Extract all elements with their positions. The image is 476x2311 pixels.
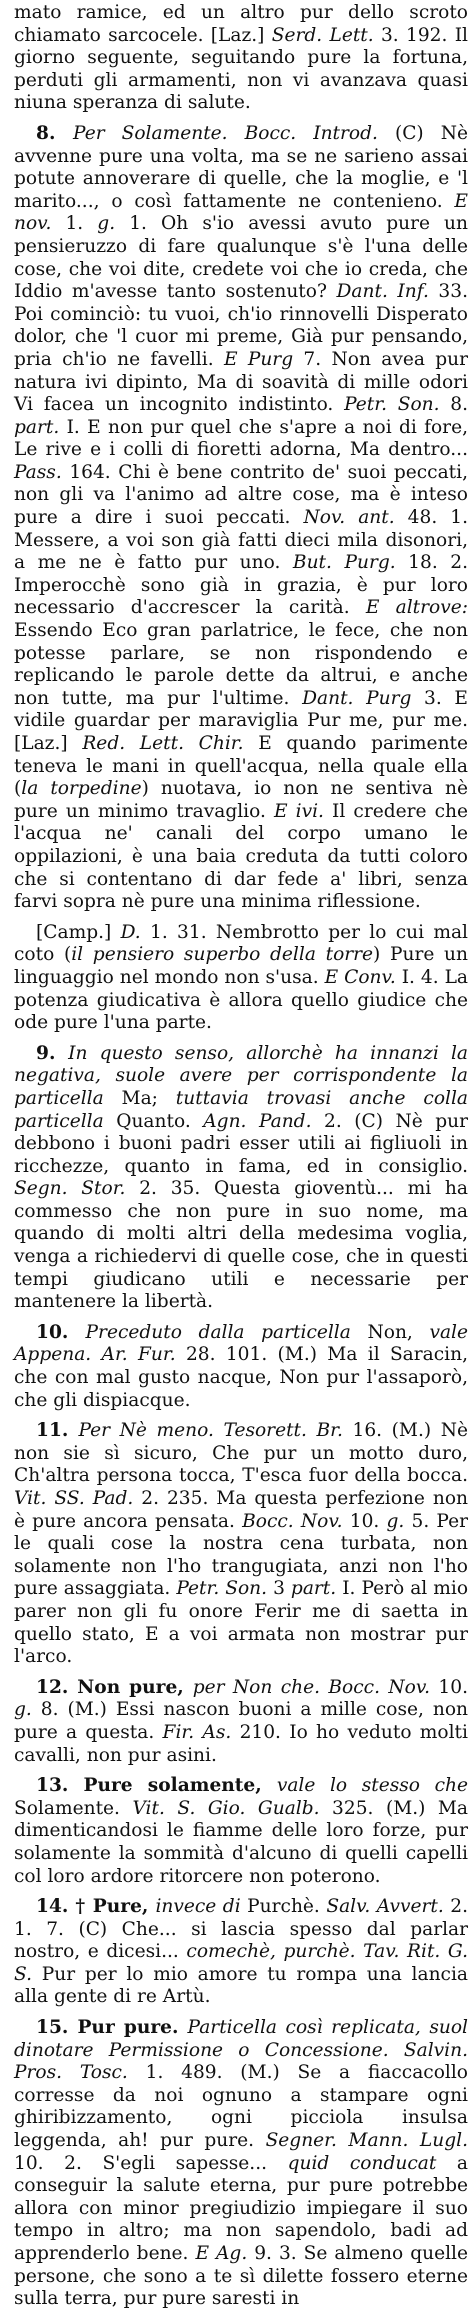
entry-number: 12. Non pure, [36,1676,193,1698]
source-citation: Nov. ant. [303,507,395,529]
dictionary-entry [14,123,468,914]
entry-text: Ma; [103,1087,176,1109]
entry-text [91,1344,101,1365]
source-citation: E ivi. [273,800,324,822]
entry-definition: per Non che. Bocc. Nov. [192,1676,431,1698]
source-citation: la torpedine [21,778,142,800]
entry-text: 2. (C) Nè pur debbono i buoni padri esser utili ai figliuoli in ricchezze, quanto in fama, ed in consiglio. [14,1110,468,1177]
source-citation: E altrove: [365,597,468,619]
dictionary-entry [14,1677,468,1767]
source-citation: Vit. S. Gio. Gualb. [132,1797,320,1819]
source-citation: D. [120,921,141,943]
source-citation: Segn. Stor. [14,1178,126,1200]
entry-text: 10. [342,1510,387,1532]
source-citation: il pensiero superbo della torre [71,944,374,966]
entry-definition: Particella così replicata, suol dinotare Permissione o Concessione. Salvin. Pros. Tosc. [14,2017,469,2084]
entry-text: Pur per lo mio amore tu rompa una lancia alla gente di re Artù. [14,1963,468,2008]
source-citation: Vit. SS. Pad. [14,1488,134,1509]
dictionary-entry [14,1775,468,1888]
entry-text: I. E non pur quel che s'apre a noi di fore, Le rive e i colli di fioretti adorna, Ma dentro... [14,416,468,461]
source-citation: Segner. Mann. Lugl. [265,2130,468,2152]
entry-text: E quando parimente teneva le mani in quell'acqua, nella quale ella ( [14,733,469,800]
source-citation: Fir. As. [162,1721,232,1743]
source-citation: Agn. Pand. [203,1110,312,1132]
entry-definition: vale lo stesso che [276,1775,468,1797]
dictionary-entry [14,2017,468,2311]
dictionary-entry [14,1322,468,1412]
source-citation: But. Purg. [292,552,396,574]
entry-text: 1. 31. Nembrotto per lo cui mal coto ( [14,921,468,966]
entry-number: 15. Pur pure. [36,2017,188,2039]
entry-text: 3 [267,1578,291,1600]
entry-text: 5. Per le quali cose la nostra cena turbata, non solamente non l'ho trangugiata, anzi non l'ho pure assaggiata. [14,1510,468,1600]
dictionary-entry [14,1043,468,1314]
entry-definition: invece di [155,1896,241,1918]
entry-text: ) Pure un linguaggio nel mondo non s'usa. [14,944,468,988]
entry-text: Non, [350,1321,430,1343]
source-citation: Salv. Avvert. [326,1896,444,1918]
source-citation: E nov. [14,190,468,235]
entry-definition: Per Solamente. Bocc. Introd. [73,122,378,144]
entry-text: I. Però al mio parer non gli fu onore Ferir me di saetta in quello stato, E a voi armata non mostrar pur l'arco. [14,1578,469,1668]
entry-definition: tuttavia trovasi anche colla particella [14,1087,468,1132]
source-citation: Bocc. Nov. [242,1510,343,1532]
entry-text: 48. 1. Messere, a voi son già fatti dieci mila disonori, a me ne è fatto pur uno. [14,507,468,574]
source-citation: quid conducat [287,2152,437,2174]
source-citation: comechè, purchè. Tav. Rit. G. S. [14,1941,469,1985]
entry-text: a conseguir la salute eterna, pur pure potrebbe allora con minor pregiudizio impiegare il suo tempo in altro; ma non sapendolo, badi ad apprenderlo bene. [14,2152,468,2264]
entry-text: 16. (M.) Nè non sie sì sicuro, Che pur un motto duro, Ch'altra persona tocca, T'esca fuor della bocca. [14,1420,468,1487]
entry-text: 18. 2. Imperocchè sono già in grazia, è pur loro necessario d'accrescer la carità. [14,552,468,619]
entry-number: 8. [36,122,74,144]
source-citation: Red. Lett. Chir. [82,733,244,754]
entry-definition: vale Appena. [14,1321,469,1366]
entry-text: 33. Poi cominciò: tu vuoi, ch'io rinnovelli Disperato dolor, che 'l cuor mi preme, Già pur pensando, pria ch'io ne favelli. [14,281,468,370]
entry-definition: In questo senso, allorchè ha innanzi la negativa, suole avere per corrispondente la particella [14,1042,468,1109]
entry-text: 28. 101. (M.) Ma il Saracin, che con mal gusto nacque, Non pur l'assaporò, che gli dispiacque. [14,1344,468,1411]
source-citation: E Purg [223,348,294,370]
entry-text: I. 4. La potenza giudicativa è allora quello giudice che ode pure l'una parte. [14,966,468,1034]
source-citation: Pass. [14,461,62,483]
entry-text: ) nuotava, io non ne sentiva nè pure un minimo travaglio. [14,778,469,822]
source-citation: E Ag. [195,2243,248,2264]
source-citation: Serd. Lett. [271,24,374,46]
entry-number: 14. † Pure, [36,1896,156,1918]
entry-text: 1. Oh s'io avessi avuto pure un pensieruzzo di fare qualunque s'è l'una delle cose, che voi dite, credete voi che io creda, che Iddio m'avesse tanto sostenuto? [14,213,469,303]
source-citation: Dant. Inf. [336,281,429,303]
source-citation: g. [14,1699,32,1721]
entry-text: Quanto. [103,1110,204,1132]
source-citation: Petr. Son. [176,1578,268,1600]
source-citation: E Conv. [324,966,396,988]
entry-text: Essendo Eco gran parlatrice, le fece, che non potesse parlare, se non rispondendo e replicando le parole dette da altrui, e anche non tutte, ma pur l'ultime. [14,620,468,709]
entry-text: 1. [51,213,98,235]
source-citation: part. [290,1578,337,1600]
entry-definition: Preceduto dalla particella [85,1321,351,1343]
dictionary-entry [14,1420,468,1669]
entry-text: 2. 35. Questa gioventù... mi ha commesso che non pure in suo nome, ma quando di molti altri della medesima voglia, venga a richiedervi di quelle cose, che in questi tempi giudicano utili e necessarie per mantenere la libertà. [14,1178,468,1313]
entry-definition: Per Nè meno. Tesorett. Br. [78,1420,343,1442]
entry-number: 11. [36,1420,79,1442]
entry-text: 164. Chi è bene contrito de' suoi peccati, non gli va l'animo ad altre cose, ma è inteso pure a dire i suoi peccati. [14,461,468,529]
entry-text: 9. 3. Se almeno quelle persone, che sono a te sì dilette fossero eterne sulla terra, pur pure saresti in [14,2243,468,2310]
entry-text: 8. (M.) Essi nascon buoni a mille cose, non pure a questa. [14,1699,468,1743]
dictionary-entry [14,922,468,1035]
entry-text: 7. Non avea pur natura ivi dipinto, Ma di soavità di mille odori Vi facea un incognito indistinto. [14,348,468,416]
dictionary-entry [14,1896,468,2009]
entry-text: Solamente. [14,1797,133,1819]
source-citation: g. [386,1510,405,1532]
entry-text: 325. (M.) Ma dimenticandosi le fiamme delle loro forze, pur solamente la sommità d'alcuno di quelli capelli col loro ardore ritorcere non poterono. [14,1797,469,1887]
source-citation: Dant. Purg [302,687,412,709]
entry-text: 2. 1. 7. (C) Che... si lascia spesso dal parlar nostro, e dicesi... [14,1896,469,1963]
source-citation: Ar. Fur. [101,1344,176,1366]
dictionary-entry [14,2,468,115]
entry-text: Il credere che l'acqua ne' canali del corpo umano le oppilazioni, è una baia creduta da tutti coloro che si contentano di dar fede a' libri, senza farvi sopra nè pure una minima riflessione. [14,800,468,913]
entry-text: 10. 2. S'egli sapesse... [14,2152,288,2174]
entry-text: (C) Nè avvenne pure una volta, ma se ne sarieno assai potute annoverare di quelle, che la moglie, e 'l marito..., o così fattamente ne contenieno. [14,122,468,212]
entry-text: 8. [439,394,468,416]
entry-text: mato ramice, ed un altro pur dello scroto chiamato sarcocele. [Laz.] [14,2,468,46]
source-citation: g. [97,213,116,235]
entry-number: 13. Pure solamente, [36,1775,277,1797]
source-citation: part. [14,416,60,438]
entry-text: 2. 235. Ma questa perfezione non è pure ancora pensata. [14,1488,468,1532]
entry-text: 210. Io ho veduto molti cavalli, non pur asini. [14,1721,468,1766]
source-citation: Petr. Son. [344,394,440,416]
entry-text: 3. 192. Il giorno seguente, seguitando pure la fortuna, perduti gli armamenti, non vi avanzava quasi niuna speranza di salute. [14,24,468,114]
entry-text: 10. [430,1676,468,1698]
entry-number: 9. [36,1042,69,1064]
entry-text: Purchè. [240,1896,327,1918]
entry-text: 1. 489. (M.) Se a fiaccacollo corresse da noi ognuno a stampare ogni ghiribizzamento, ogni picciola insulsa leggenda, ah! pur pure. [14,2062,468,2152]
entry-text: 3. E vidile guardar per maraviglia Pur me, pur me. [Laz.] [14,687,468,754]
entry-text: [Camp.] [36,921,121,943]
entry-number: 10. [36,1321,86,1343]
